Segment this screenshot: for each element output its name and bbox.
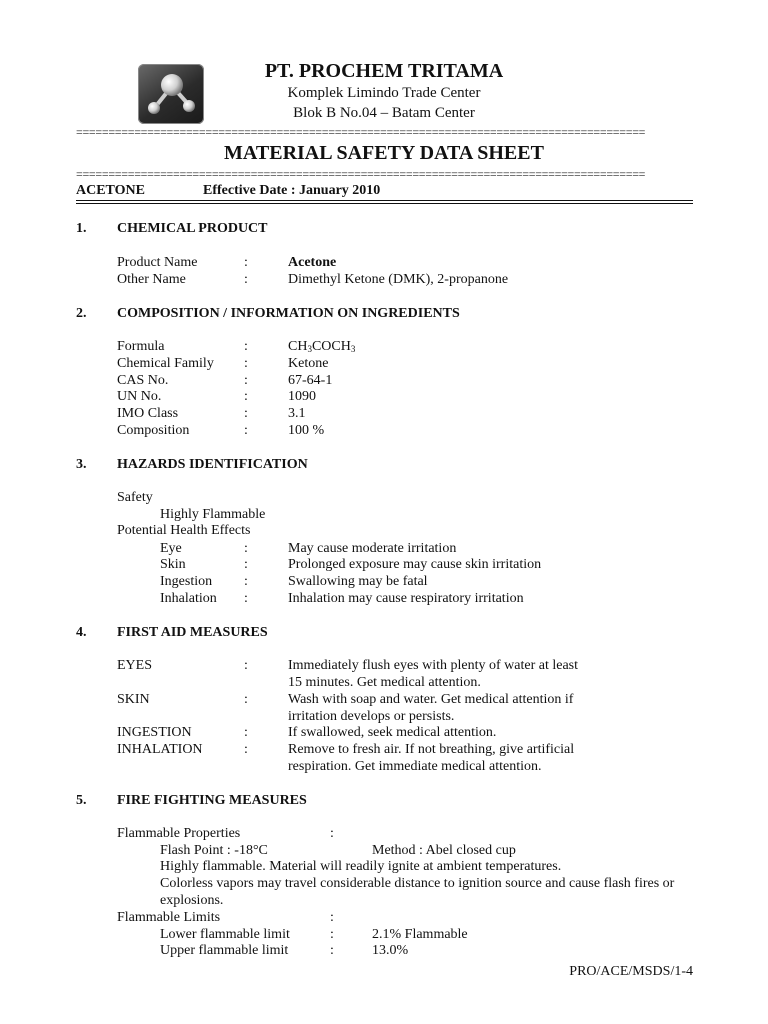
field-separator: : xyxy=(244,658,248,673)
field-separator: : xyxy=(244,742,248,757)
field-label: Inhalation xyxy=(160,591,217,606)
field-label: Formula xyxy=(117,339,165,354)
paragraph-line: explosions. xyxy=(160,893,224,908)
field-separator: : xyxy=(330,943,334,958)
field-label: Upper flammable limit xyxy=(160,943,289,958)
field-label: INGESTION xyxy=(117,725,192,740)
field-label: INHALATION xyxy=(117,742,203,757)
field-label: SKIN xyxy=(117,692,150,707)
field-label: Flammable Properties xyxy=(117,826,241,841)
section-title: FIRST AID MEASURES xyxy=(117,625,268,640)
field-value: Wash with soap and water. Get medical attention if xyxy=(288,692,574,707)
field-value: 67-64-1 xyxy=(288,373,333,388)
effective-date: Effective Date : January 2010 xyxy=(203,183,381,198)
field-separator: : xyxy=(244,574,248,589)
field-label: CAS No. xyxy=(117,373,169,388)
field-value-continued: 15 minutes. Get medical attention. xyxy=(288,675,481,690)
field-value: May cause moderate irritation xyxy=(288,541,457,556)
field-separator: : xyxy=(244,406,248,421)
field-separator: : xyxy=(330,826,334,841)
document-title: MATERIAL SAFETY DATA SHEET xyxy=(224,142,544,164)
field-separator: : xyxy=(244,541,248,556)
field-value: Ketone xyxy=(288,356,329,371)
safety-value: Highly Flammable xyxy=(160,507,266,522)
formula-subscript: 3 xyxy=(307,344,312,354)
paragraph-line: Highly flammable. Material will readily ignite at ambient temperatures. xyxy=(160,859,562,874)
field-value: 1090 xyxy=(288,389,316,404)
field-value: Inhalation may cause respiratory irritation xyxy=(288,591,524,606)
field-separator: : xyxy=(244,373,248,388)
address-line-1: Komplek Limindo Trade Center xyxy=(287,85,481,101)
field-value: 2.1% Flammable xyxy=(372,927,468,942)
section-title: HAZARDS IDENTIFICATION xyxy=(117,457,308,472)
field-separator: : xyxy=(244,356,248,371)
section-number: 1. xyxy=(76,221,87,236)
divider xyxy=(76,203,693,204)
subheading-safety: Safety xyxy=(117,490,153,505)
address-line-2: Blok B No.04 – Batam Center xyxy=(293,105,475,121)
field-label: Other Name xyxy=(117,272,186,287)
field-separator: : xyxy=(244,272,248,287)
field-label: Skin xyxy=(160,557,186,572)
formula-value xyxy=(288,338,355,356)
field-value: If swallowed, seek medical attention. xyxy=(288,725,497,740)
field-label: Eye xyxy=(160,541,182,556)
field-separator: : xyxy=(330,910,334,925)
product-code: ACETONE xyxy=(76,183,145,198)
field-separator: : xyxy=(244,255,248,270)
field-value: Prolonged exposure may cause skin irritation xyxy=(288,557,542,572)
field-separator: : xyxy=(330,927,334,942)
separator-rule: ======================================================================================== xyxy=(76,169,646,179)
field-value: Immediately flush eyes with plenty of water at least xyxy=(288,658,579,673)
field-value-continued: respiration. Get immediate medical attention. xyxy=(288,759,542,774)
flash-point: Flash Point : -18°C xyxy=(160,843,268,858)
field-label: Chemical Family xyxy=(117,356,214,371)
field-separator: : xyxy=(244,389,248,404)
section-title: FIRE FIGHTING MEASURES xyxy=(117,793,307,808)
field-label: EYES xyxy=(117,658,152,673)
field-separator: : xyxy=(244,339,248,354)
field-separator: : xyxy=(244,725,248,740)
formula-part: COCH xyxy=(311,339,351,354)
field-value-continued: irritation develops or persists. xyxy=(288,709,455,724)
flash-point-method: Method : Abel closed cup xyxy=(372,843,516,858)
formula-subscript: 3 xyxy=(350,344,356,354)
field-label: Ingestion xyxy=(160,574,213,589)
separator-rule: ======================================================================================== xyxy=(76,127,646,137)
divider xyxy=(76,200,693,201)
section-number: 4. xyxy=(76,625,87,640)
field-value: Dimethyl Ketone (DMK), 2-propanone xyxy=(288,272,509,287)
field-label: UN No. xyxy=(117,389,162,404)
field-value: Acetone xyxy=(288,255,337,270)
field-label: Composition xyxy=(117,423,190,438)
section-title: COMPOSITION / INFORMATION ON INGREDIENTS xyxy=(117,306,460,321)
page-footer-code: PRO/ACE/MSDS/1-4 xyxy=(569,964,693,979)
field-value: Remove to fresh air. If not breathing, give artificial xyxy=(288,742,575,757)
field-label: Product Name xyxy=(117,255,198,270)
section-title: CHEMICAL PRODUCT xyxy=(117,221,268,236)
field-separator: : xyxy=(244,591,248,606)
section-number: 3. xyxy=(76,457,87,472)
formula-part: CH xyxy=(288,339,308,354)
field-label: Lower flammable limit xyxy=(160,927,290,942)
field-value: 13.0% xyxy=(372,943,409,958)
field-separator: : xyxy=(244,423,248,438)
field-separator: : xyxy=(244,692,248,707)
field-value: 100 % xyxy=(288,423,325,438)
section-number: 2. xyxy=(76,306,87,321)
paragraph-line: Colorless vapors may travel considerable distance to ignition source and cause flash fires or xyxy=(160,876,675,891)
field-value: 3.1 xyxy=(288,406,306,421)
field-label: IMO Class xyxy=(117,406,179,421)
section-number: 5. xyxy=(76,793,87,808)
field-label: Flammable Limits xyxy=(117,910,221,925)
field-value: Swallowing may be fatal xyxy=(288,574,428,589)
subheading-health-effects: Potential Health Effects xyxy=(117,523,251,538)
company-name: PT. PROCHEM TRITAMA xyxy=(264,60,504,82)
field-separator: : xyxy=(244,557,248,572)
